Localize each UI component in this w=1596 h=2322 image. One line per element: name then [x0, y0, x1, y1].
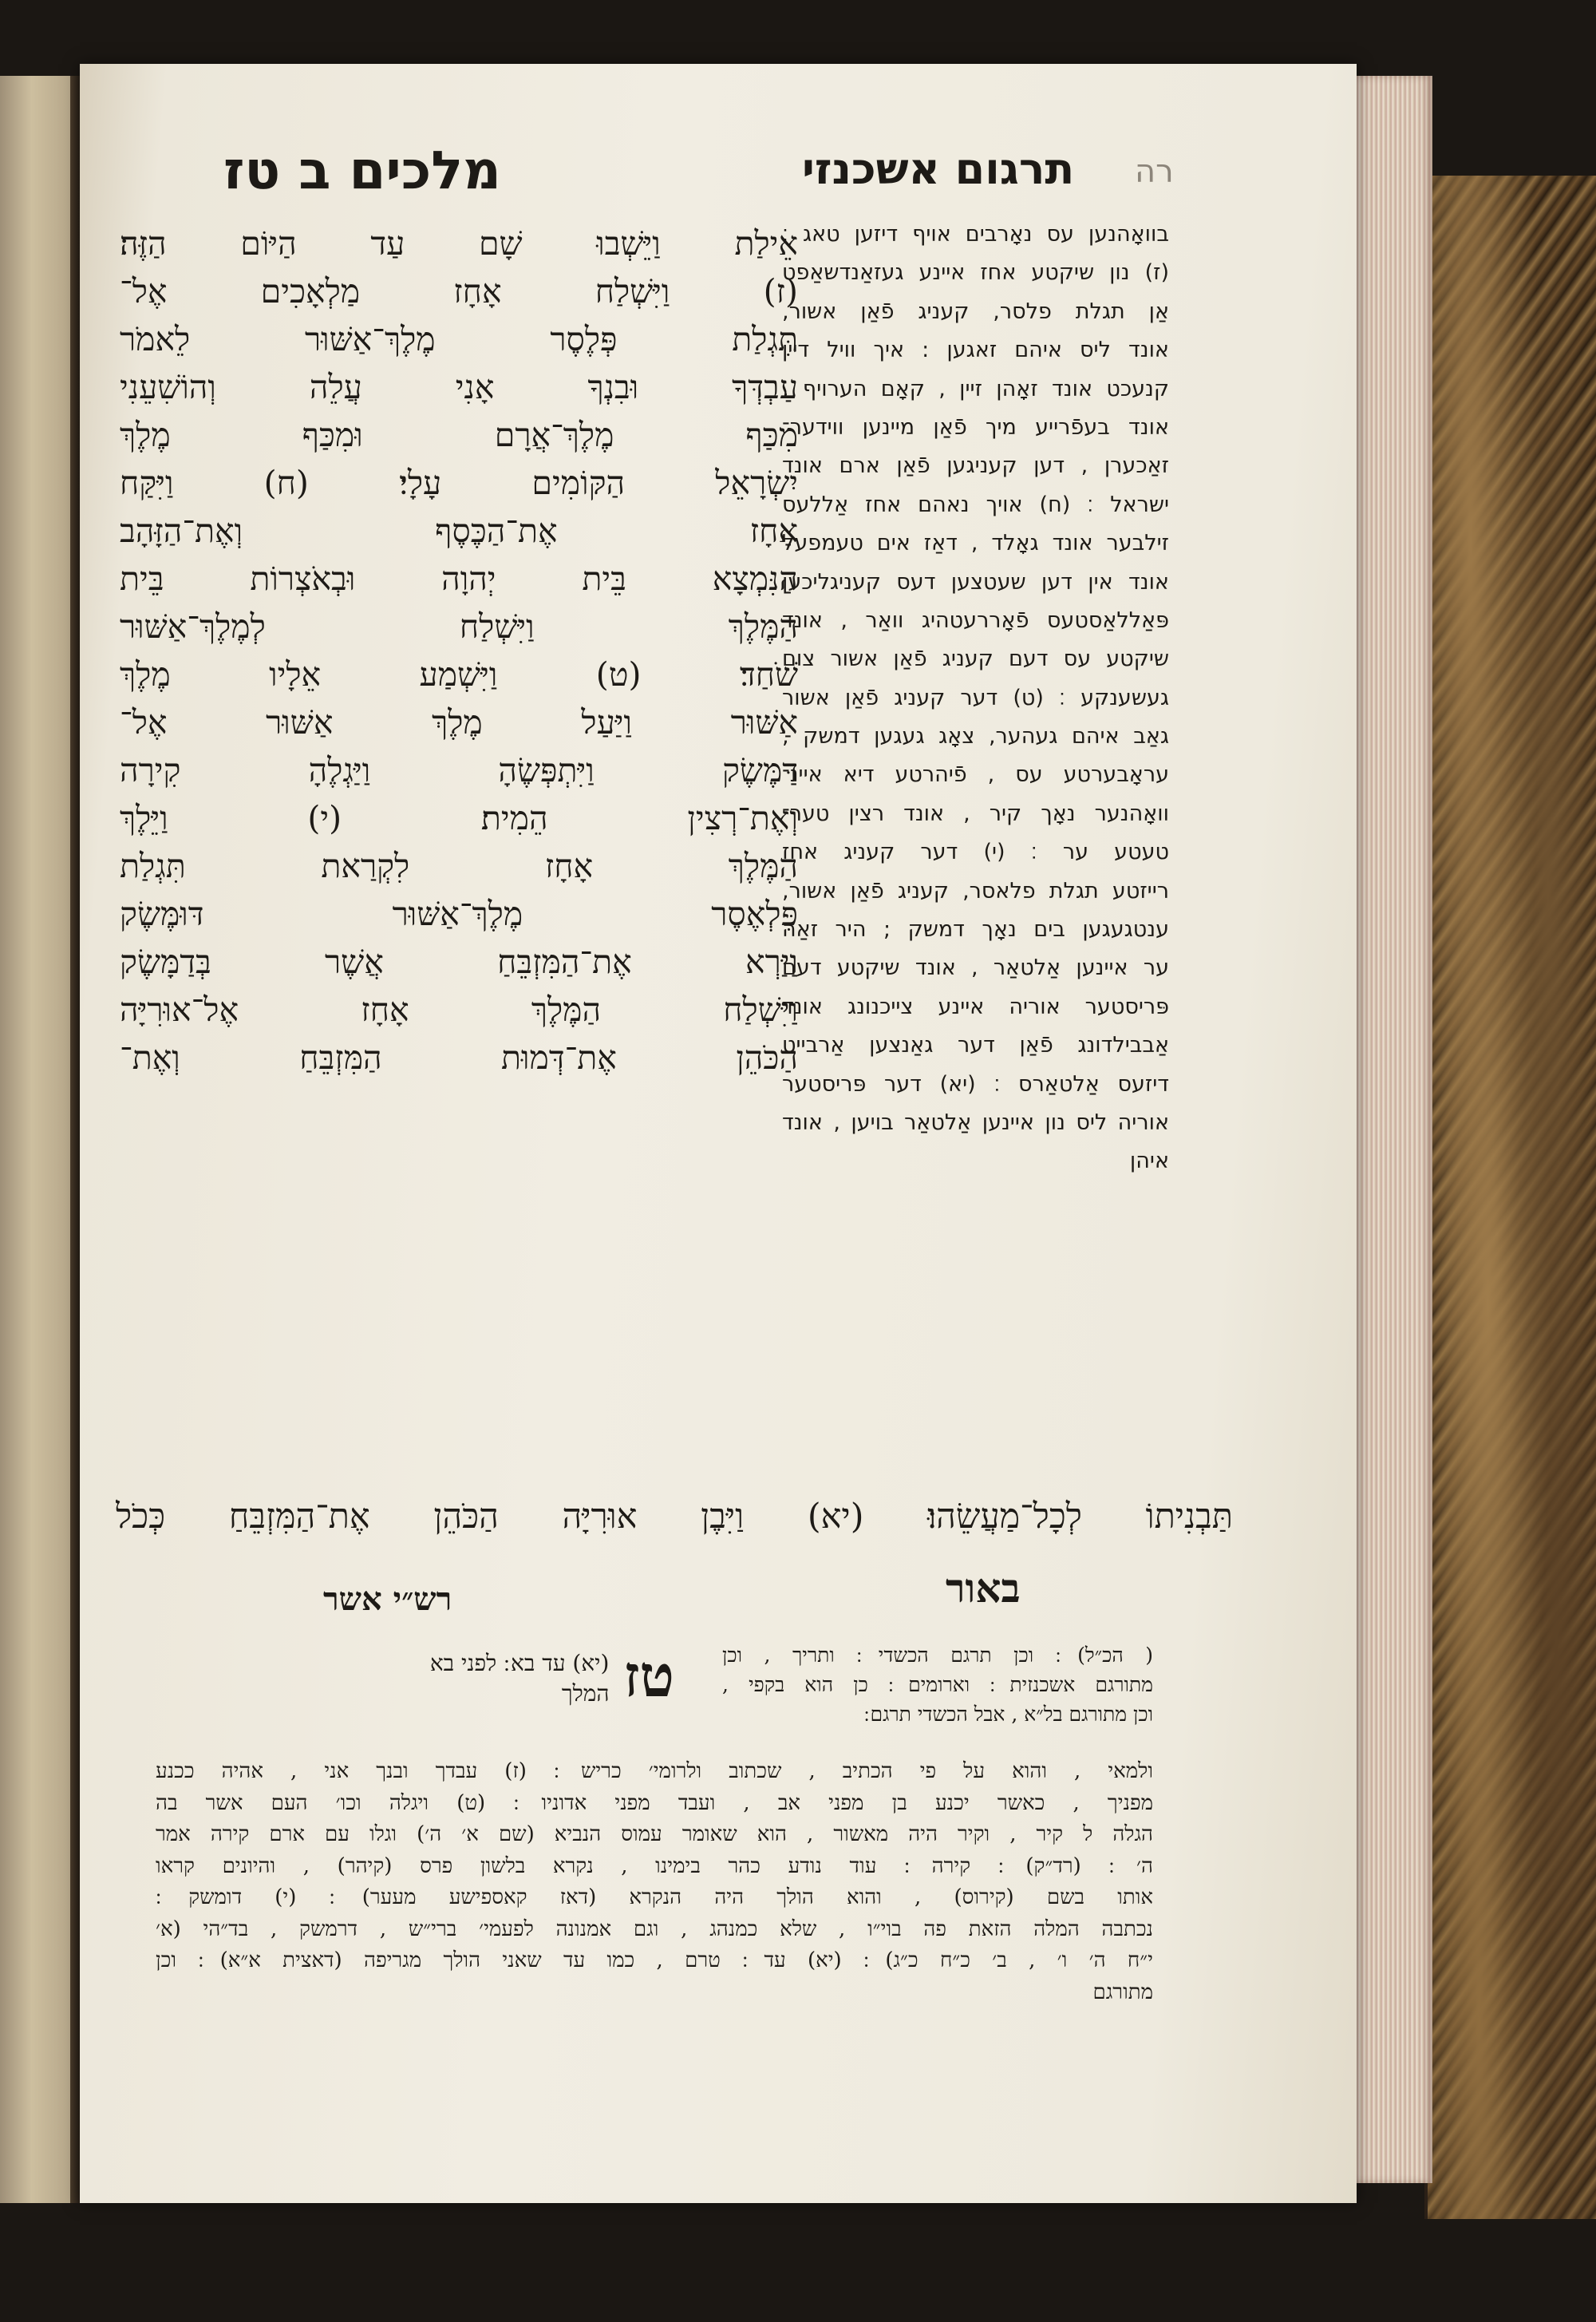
hebrew-line: (ז) וַיִּשְׁלַח אָחָז מַלְאָכִים אֶל־ — [120, 272, 798, 311]
biur-title: באור — [946, 1564, 1021, 1612]
yiddish-line: וואָהנער נאָך קיר , אונד רצין טער־ — [782, 801, 1169, 826]
rashi-heading — [156, 1642, 674, 1710]
yiddish-line: פּאַללאַסטעס פֿאָררעטהיג וואַר , אונד — [782, 607, 1169, 633]
book-gutter — [70, 76, 80, 2203]
yiddish-line: דיזעס אַלטאַרס ׃ (יא) דער פּריסטער — [782, 1071, 1169, 1097]
hebrew-line: הַכֹּהֵן אֶת־דְּמוּת הַמִּזְבֵּחַ וְאֶת־ — [120, 1038, 798, 1077]
yiddish-line: אַן תגלת פלסר, קעניג פֿאַן אשור, — [782, 299, 1169, 324]
yiddish-line: אוריה ליס נון איינען אַלטאַר בויען , אונד — [782, 1110, 1169, 1135]
yiddish-translation-column — [782, 216, 1169, 1181]
hebrew-line: פִּלְאֶסֶר מֶלֶךְ־אַשּׁוּר דּוּמֶּשֶׂק — [120, 895, 798, 933]
book-page — [80, 64, 1357, 2203]
hebrew-line: וַיִּשְׁלַח הַמֶּלֶךְ אָחָז אֶל־אוּרִיָּה — [120, 991, 798, 1029]
commentary-line: אותו בשם (קירוס) , והוא הולך היה הנקרא (דאז קאספישע מעער) ׃ (י) דומשק ׃ — [156, 1885, 1153, 1909]
left-page-sliver — [0, 76, 73, 2203]
running-head-left: מלכים ב טז — [223, 140, 501, 201]
page-edges — [1345, 76, 1432, 2183]
hebrew-line: הַמֶּלֶךְ וַיִּשְׁלַח לְמֶלֶךְ־אַשּׁוּר — [120, 607, 798, 646]
yiddish-line: ישראל ׃ (ח) אויך נאהם אחז אַללעס — [782, 492, 1169, 517]
rashi-heading-line: המלך — [561, 1680, 610, 1707]
rashi-heading-text — [156, 1642, 674, 1710]
commentary-line: מתורגם — [1092, 1980, 1153, 2004]
yiddish-line: זאַכערן , דען קעניגען פֿאַן ארם אונד — [782, 453, 1169, 479]
hebrew-line: שֹׁחַד׃ (ט) וַיִּשְׁמַע אֵלָיו מֶלֶךְ — [120, 655, 798, 694]
yiddish-line: אונד בעפֿרייע מיך פֿאַן מיינען ווידער־ — [782, 414, 1169, 440]
hebrew-line: יִשְׂרָאֵל הַקּוֹמִים עָלָי׃ (ח) וַיִּקַּח — [120, 464, 798, 502]
yiddish-line: אונד אין דען שעטצען דעס קעניגליכען — [782, 569, 1169, 595]
page-number-mark: רה — [1135, 153, 1174, 190]
yiddish-line: געשענקע ׃ (ט) דער קעניג פֿאַן אשור — [782, 685, 1169, 710]
rashi-title: רש״י אשר — [323, 1580, 452, 1618]
commentary-line: ה׳ ׃ (רד״ק) ׃ קירה ׃ עוד נודע כהר בימינו , נקרא בלשון פרס (קיהר) , והיונים קראו — [156, 1853, 1153, 1878]
marbled-cover-board — [1424, 176, 1596, 2219]
commentary-line: ולמאי , והוא על פי הכתיב , שכתוב ולרומי׳ כריש ׃ (ז) עבדך ובנך אני , אהיה ככנע — [156, 1759, 1153, 1783]
yiddish-line: ענטגעגען בים נאָך דמשק ; היר זאַה — [782, 917, 1169, 943]
yiddish-line: ער איינען אַלטאַר , אונד שיקטע דעם — [782, 955, 1169, 981]
rashi-heading-line: (יא) עד בא ׃ לפני בא — [429, 1650, 610, 1676]
commentary-line: הגלה ל קיר , וקיר היה מאשור , הוא שאומר עמוס הנביא (שם א׳ ה׳) וגלו עם ארם קירה אמר — [156, 1822, 1153, 1846]
commentary-body — [156, 1756, 1153, 2008]
biur-commentary — [722, 1640, 1153, 1729]
hebrew-line: וַיַּרְא אֶת־הַמִּזְבֵּחַ אֲשֶׁר בְּדַמָּשֶׂק — [120, 943, 798, 981]
biur-line: מתורגם אשכנזית ׃ וארומים ׃ כן הוא בקפי , — [722, 1673, 1153, 1696]
commentary-line: י״ח ה׳ ו׳ , ב׳ כ״ח כ״ג) ׃ (יא) עד ׃ טרם , כמו עד שאני הולך מגריפה (דאצית א״א) ׃ וכן — [156, 1948, 1153, 1972]
running-head-right: תרגום אשכנזי — [802, 144, 1075, 194]
commentary-line: נכתבה המלה הזאת פה בוי״ו , שלא כמנהג , וגם אמנונה לפעמי׳ ברי״ש , דרמשק , בד״הי (א׳ — [156, 1917, 1153, 1941]
yiddish-line: גאַב איהם געהער, צאָג געגען דמשק , — [782, 724, 1169, 750]
hebrew-line: הַמֶּלֶךְ אָחָז לִקְרַאת תִּגְלַת — [120, 847, 798, 885]
hebrew-line: מִכַּף מֶלֶךְ־אֲרָם וּמִכַּף מֶלֶךְ — [120, 416, 798, 454]
yiddish-line: איהן — [1129, 1149, 1169, 1174]
yiddish-line: זילבער אונד גאָלד , דאַז אים טעמפעל — [782, 531, 1169, 556]
biur-line: ( הכ״ל) ׃ וכן תרגם הכשדי ׃ ותריך , וכן — [722, 1644, 1153, 1667]
continuation-verse: תַּבְנִיתוֹ לְכָל־מַעֲשֵׂהוּ׃ (יא) וַיִּבֶן אוּרִיָּה הַכֹּהֵן אֶת־הַמִּזְבֵּחַ כְּכֹל — [116, 1497, 1233, 1537]
yiddish-line: טעטע ער ׃ (י) דער קעניג אחז — [782, 840, 1169, 865]
yiddish-line: בוואָהנען עס נאָרבים אויף דיזען טאג ׃ — [782, 222, 1169, 247]
hebrew-line: אָחָז אֶת־הַכֶּסֶף וְאֶת־הַזָּהָב — [120, 512, 798, 550]
rashi-chapter-number: טז — [623, 1642, 674, 1710]
yiddish-line: רייזטע תגלת פלאסר, קעניג פֿאַן אשור, — [782, 878, 1169, 904]
hebrew-line: תִּגְלַת פְּלֶסֶר מֶלֶךְ־אַשּׁוּר לֵאמֹר — [120, 320, 798, 358]
hebrew-line: דַּמֶּשֶׂק וַיִּתְפְּשֶׂהָ וַיַּגְלֶהָ קִירָה — [120, 751, 798, 789]
biur-line: וכן מתורגם בל״א , אבל הכשדי תרגם ׃ — [863, 1703, 1153, 1726]
yiddish-line: אונד ליס איהם זאגען : איך וויל דיין — [782, 338, 1169, 363]
hebrew-line: הַנִּמְצָא בֵּית יְהוָה וּבְאֹצְרוֹת בֵּית — [120, 560, 798, 598]
yiddish-line: פּריסטער אוריה איינע צייכנונג אונד — [782, 994, 1169, 1019]
hebrew-text-column — [120, 220, 798, 1082]
hebrew-line: אַשּׁוּר וַיַּעַל מֶלֶךְ אַשּׁוּר אֶל־ — [120, 703, 798, 742]
hebrew-line: וְאֶת־רְצִין הֵמִית׃ (י) וַיֵּלֶךְ — [120, 799, 798, 837]
yiddish-line: אַבבילדונג פֿאַן דער גאַנצען אַרבייט — [782, 1033, 1169, 1058]
yiddish-line: עראָבערטע עס , פֿיהרטע דיא איינ־ — [782, 762, 1169, 788]
yiddish-line: קנעכט אונד זאָהן זיין , קאָם הערויף , — [782, 376, 1169, 402]
commentary-line: מפניך , כאשר יכנע בן מפני אב , ועבד מפני אדוניו ׃ (ט) ויגלה וכו׳ העם אשר בה — [156, 1790, 1153, 1815]
hebrew-line: עַבְדְּךָ וּבִנְךָ אָנִי עֲלֵה וְהוֹשִׁעֵנִי — [120, 368, 798, 406]
yiddish-line: (ז) נון שיקטע אחז איינע געזאַנדשאַפט — [782, 260, 1169, 286]
yiddish-line: שיקטע עס דעם קעניג פֿאַן אשור צום — [782, 647, 1169, 672]
hebrew-line: אֵילַת וַיֵּשְׁבוּ שָׁם עַד הַיּוֹם הַזֶּה׃ — [120, 224, 798, 263]
